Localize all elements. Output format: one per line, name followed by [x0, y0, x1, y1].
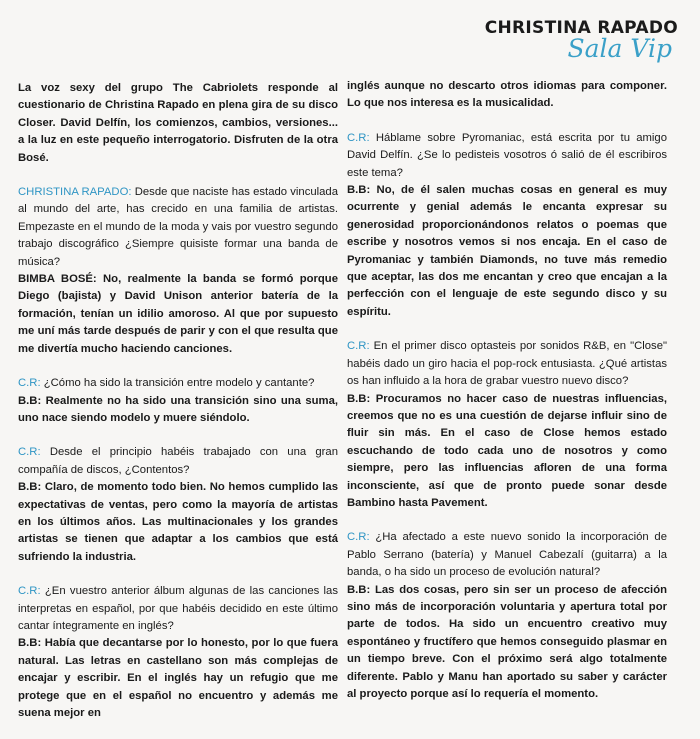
question-text: Háblame sobre Pyromaniac, está escrita por tu amigo David Delfín. ¿Se lo pedisteis vosotros ó salió de él escribiros este tema?: [347, 131, 667, 179]
question-text: Desde que naciste has estado vinculada al mundo del arte, has crecido en una familia de artistas. Empezaste en el mundo de la moda y vais por vuestro segundo trabajo discográfico ¿Siempre quisiste formar una banda de música?: [18, 186, 339, 268]
answer-label: B.B:: [18, 481, 42, 494]
answer-text: Procuramos no hacer caso de nuestras influencias, creemos que no es una cuestión de dejarse influir sino de fluir sin más. En el caso de Close hemos estado escuchando de todo cada uno de nosotros y como siempre, pero las influencias afloren de una forma inconsciente, así que de pronto puede sonar desde Bambino hasta Pavement.: [347, 392, 667, 509]
brand-title: CHRISTINA RAPADO: [484, 18, 678, 38]
question-label: C.R:: [347, 131, 370, 144]
question-text: Desde el principio habéis trabajado con una gran compañía de discos, ¿Contentos?: [18, 446, 338, 476]
question-label: C.R:: [18, 377, 41, 390]
qa-block: [18, 184, 338, 358]
answer-text: Las dos cosas, pero sin ser un proceso de afección sino más de incorporación voluntaria y apertura total por parte de todos. Ha sido un encuentro creativo muy espontáneo y fructífero que hemos conseguido plasmar en un tiempo breve. Con el próximo será algo totalmente diferente. Pablo y Manu han aportado su saber y carácter al proyecto porque así lo requería el momento.: [347, 583, 667, 700]
answer-label: B.B:: [347, 583, 371, 596]
question-label: C.R:: [347, 340, 370, 353]
answer-text: Había que decantarse por lo honesto, por lo que fuera natural. Las letras en castellano son más complejas de encajar y escribir. En el inglés hay un refugio que me protege que en el español no encuentro y además me suena mejor en: [18, 637, 338, 719]
qa-block: [18, 444, 338, 566]
section-title: Sala Vip: [567, 34, 672, 63]
question-text: ¿Cómo ha sido la transición entre modelo y cantante?: [40, 377, 315, 390]
qa-block: [18, 375, 338, 427]
qa-block: [347, 130, 667, 321]
question-label: C.R:: [18, 446, 41, 459]
question-label: CHRISTINA RAPADO:: [18, 186, 132, 199]
answer-text: Claro, de momento todo bien. No hemos cumplido las expectativas de ventas, pero como la mayoría de artistas en los últimos años. Las multinacionales y los grandes artistas se tienen que adaptar a los cambios que está sufriendo la industria.: [18, 481, 338, 563]
answer-label: B.B:: [18, 394, 42, 407]
answer-label: B.B:: [347, 392, 371, 405]
question-text: ¿En vuestro anterior álbum algunas de las canciones las interpretas en español, por que habéis decidido en este último cantar íntegramente en inglés?: [18, 585, 338, 632]
question-text: ¿Ha afectado a este nuevo sonido la incorporación de Pablo Serrano (batería) y Manuel Cabezalí (guitarra) a la banda, o ha sido un proceso de evolución natural?: [347, 531, 667, 579]
answer-label: BIMBA BOSÉ:: [18, 273, 97, 286]
answer-label: B.B:: [347, 184, 371, 197]
qa-block: [18, 583, 338, 722]
right-column: [347, 78, 667, 720]
question-label: C.R:: [347, 531, 370, 544]
qa-block: [347, 529, 667, 703]
left-column: [18, 80, 338, 739]
answer-text: No, de él salen muchas cosas en general es muy ocurrente y genial además le encanta expresar su generosidad proporcionándonos relatos o poemas que escribe y nosotros vemos si nos encaja. En el caso de Pyromaniac y también Diamonds, no tuve más remedio que aceptar, las dos me encantan y creo que encajan a la perfección con el lenguaje de este segundo disco y su espíritu.: [347, 184, 667, 318]
intro-paragraph: La voz sexy del grupo The Cabriolets responde al cuestionario de Christina Rapado en plena gira de su disco Closer. David Delfín, los comienzos, cambios, versiones... a la luz en este pequeño interrogatorio. Disfruten de la otra Bosé.: [18, 82, 338, 164]
question-label: C.R:: [18, 585, 41, 598]
qa-block: [347, 338, 667, 512]
answer-label: B.B:: [18, 637, 42, 650]
question-text: En el primer disco optasteis por sonidos R&B, en "Close" habéis dado un giro hacia el pop-rock entusiasta. ¿Qué artistas os han influido a la hora de grabar vuestro nuevo disco?: [347, 340, 667, 388]
masthead: [485, 18, 678, 63]
answer-continuation: inglés aunque no descarto otros idiomas para componer. Lo que nos interesa es la musicalidad.: [347, 80, 667, 110]
answer-text: No, realmente la banda se formó porque Diego (bajista) y David Unison anterior batería de la formación, tenían un idilio amoroso. Al que por supuesto me uní más tarde después de parir y con el que resulta que me divertía mucho haciendo canciones.: [18, 273, 338, 355]
answer-text: Realmente no ha sido una transición sino una suma, uno nace siendo modelo y muere siéndolo.: [18, 394, 338, 424]
